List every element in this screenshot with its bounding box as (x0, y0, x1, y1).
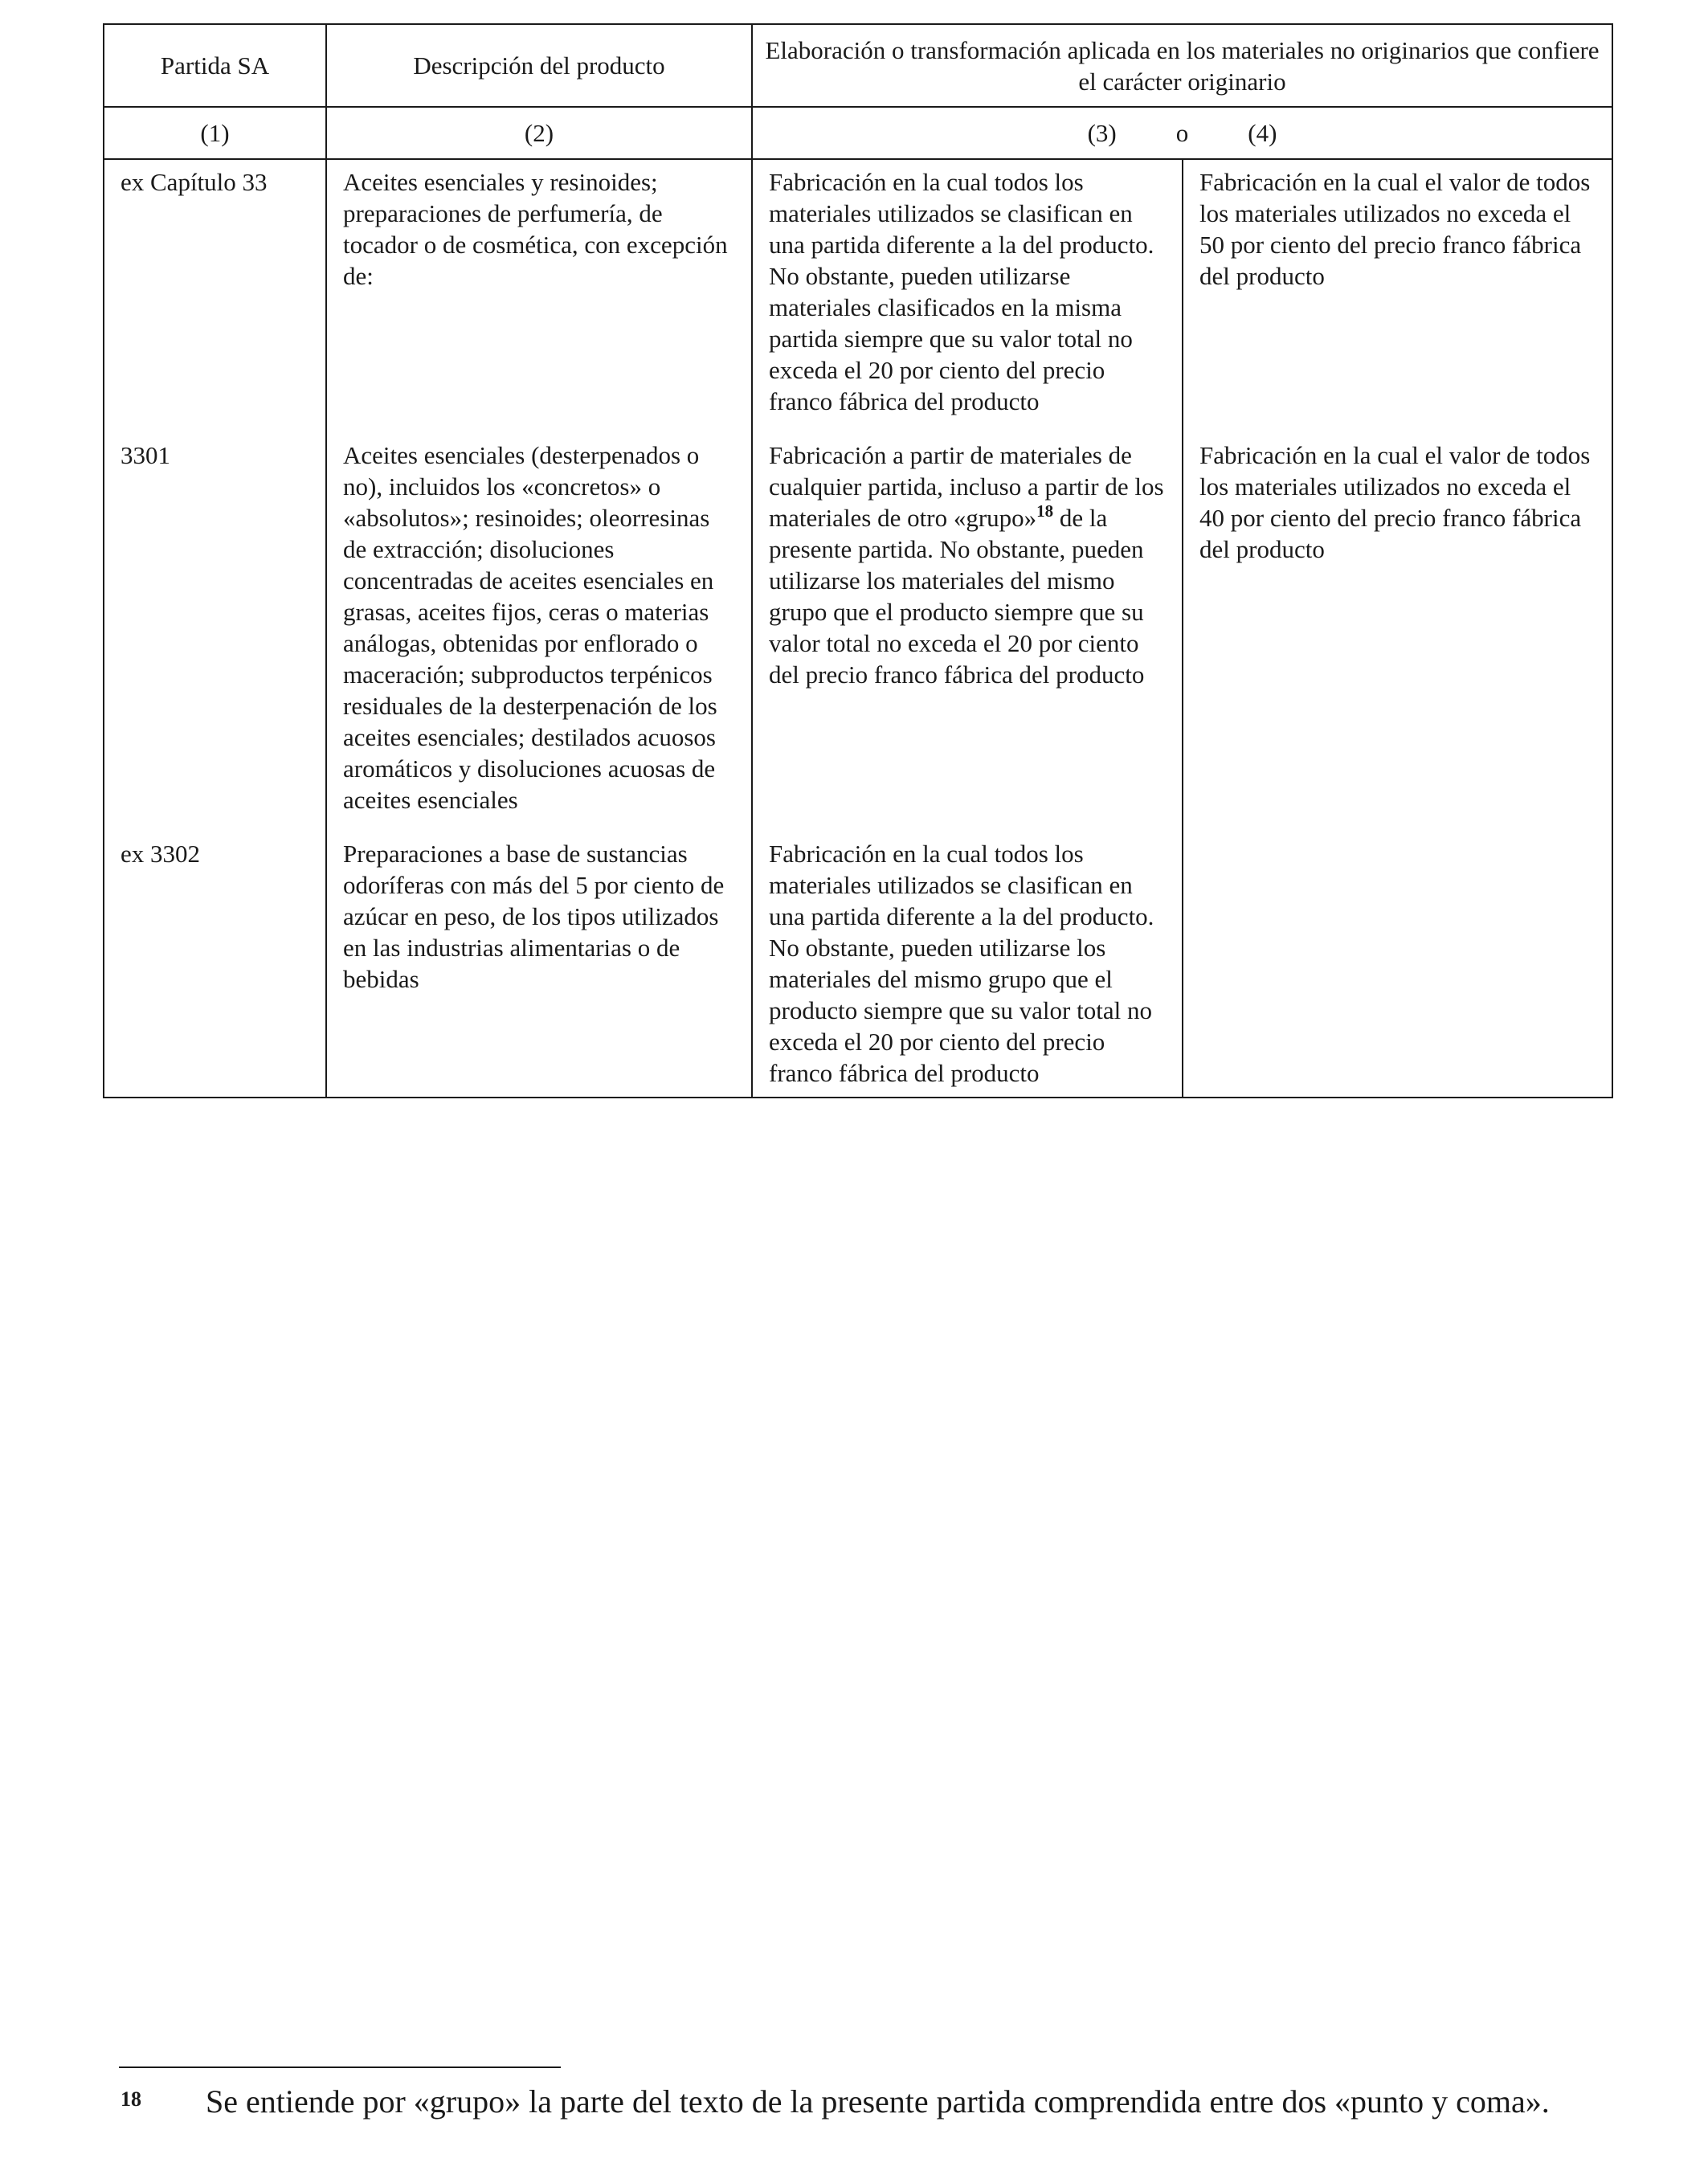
column-number-4: (4) (1248, 119, 1277, 147)
column-number-3: (3) (1087, 119, 1117, 147)
row-rule-col3-text: Fabricación a partir de materiales de cualquier partida, incluso a partir de los materiales de otro «grupo» (769, 441, 1164, 532)
table-row (104, 832, 1612, 1098)
row-rule-col4 (1183, 832, 1612, 1098)
footnote-separator (119, 2066, 561, 2068)
row-descripcion: Aceites esenciales y resinoides; preparaciones de perfumería, de tocador o de cosmética, con excepción de: (326, 159, 752, 433)
footnote-marker: 18 (121, 2087, 141, 2111)
footnote-text: Se entiende por «grupo» la parte del texto de la presente partida comprendida entre dos «punto y coma». (206, 2083, 1550, 2120)
row-rule-col4: Fabricación en la cual el valor de todos los materiales utilizados no exceda el 40 por ciento del precio franco fábrica del producto (1183, 433, 1612, 832)
row-descripcion: Aceites esenciales (desterpenados o no), incluidos los «concretos» o «absolutos»; resinoides; oleorresinas de extracción; disoluciones concentradas de aceites esenciales en grasas, aceites fijos, ceras o materias análogas, obtenidas por enflorado o maceración; subproductos terpénicos residuales de la desterpenación de los aceites esenciales; destilados acuosos aromáticos y disoluciones acuosas de aceites esenciales (326, 433, 752, 832)
row-partida: 3301 (104, 433, 326, 832)
table-row (104, 433, 1612, 832)
header-elaboracion: Elaboración o transformación aplicada en los materiales no originarios que confiere el carácter originario (752, 24, 1612, 107)
row-partida: ex 3302 (104, 832, 326, 1098)
header-descripcion: Descripción del producto (326, 24, 752, 107)
footnote-reference: 18 (1036, 501, 1054, 521)
row-partida: ex Capítulo 33 (104, 159, 326, 433)
row-descripcion: Preparaciones a base de sustancias odoríferas con más del 5 por ciento de azúcar en peso, de los tipos utilizados en las industrias alimentarias o de bebidas (326, 832, 752, 1098)
column-number-row (104, 107, 1612, 159)
column-or-label: o (1175, 119, 1189, 147)
row-rule-col3 (752, 433, 1183, 832)
rules-of-origin-table (103, 23, 1613, 1098)
table-row (104, 159, 1612, 433)
table-header-row (104, 24, 1612, 107)
column-number-1: (1) (104, 107, 326, 159)
row-rule-col4: Fabricación en la cual el valor de todos los materiales utilizados no exceda el 50 por ciento del precio franco fábrica del producto (1183, 159, 1612, 433)
column-number-3-4 (752, 107, 1612, 159)
header-partida-sa: Partida SA (104, 24, 326, 107)
row-rule-col3: Fabricación en la cual todos los materiales utilizados se clasifican en una partida diferente a la del producto. No obstante, pueden utilizarse los materiales del mismo grupo que el producto siempre que su valor total no exceda el 20 por ciento del precio franco fábrica del producto (752, 832, 1183, 1098)
row-rule-col3: Fabricación en la cual todos los materiales utilizados se clasifican en una partida diferente a la del producto. No obstante, pueden utilizarse materiales clasificados en la misma partida siempre que su valor total no exceda el 20 por ciento del precio franco fábrica del producto (752, 159, 1183, 433)
row-rule-col3-text-cont: de la presente partida. No obstante, pueden utilizarse los materiales del mismo grupo que el producto siempre que su valor total no exceda el 20 por ciento del precio franco fábrica del producto (769, 504, 1145, 689)
column-number-2: (2) (326, 107, 752, 159)
